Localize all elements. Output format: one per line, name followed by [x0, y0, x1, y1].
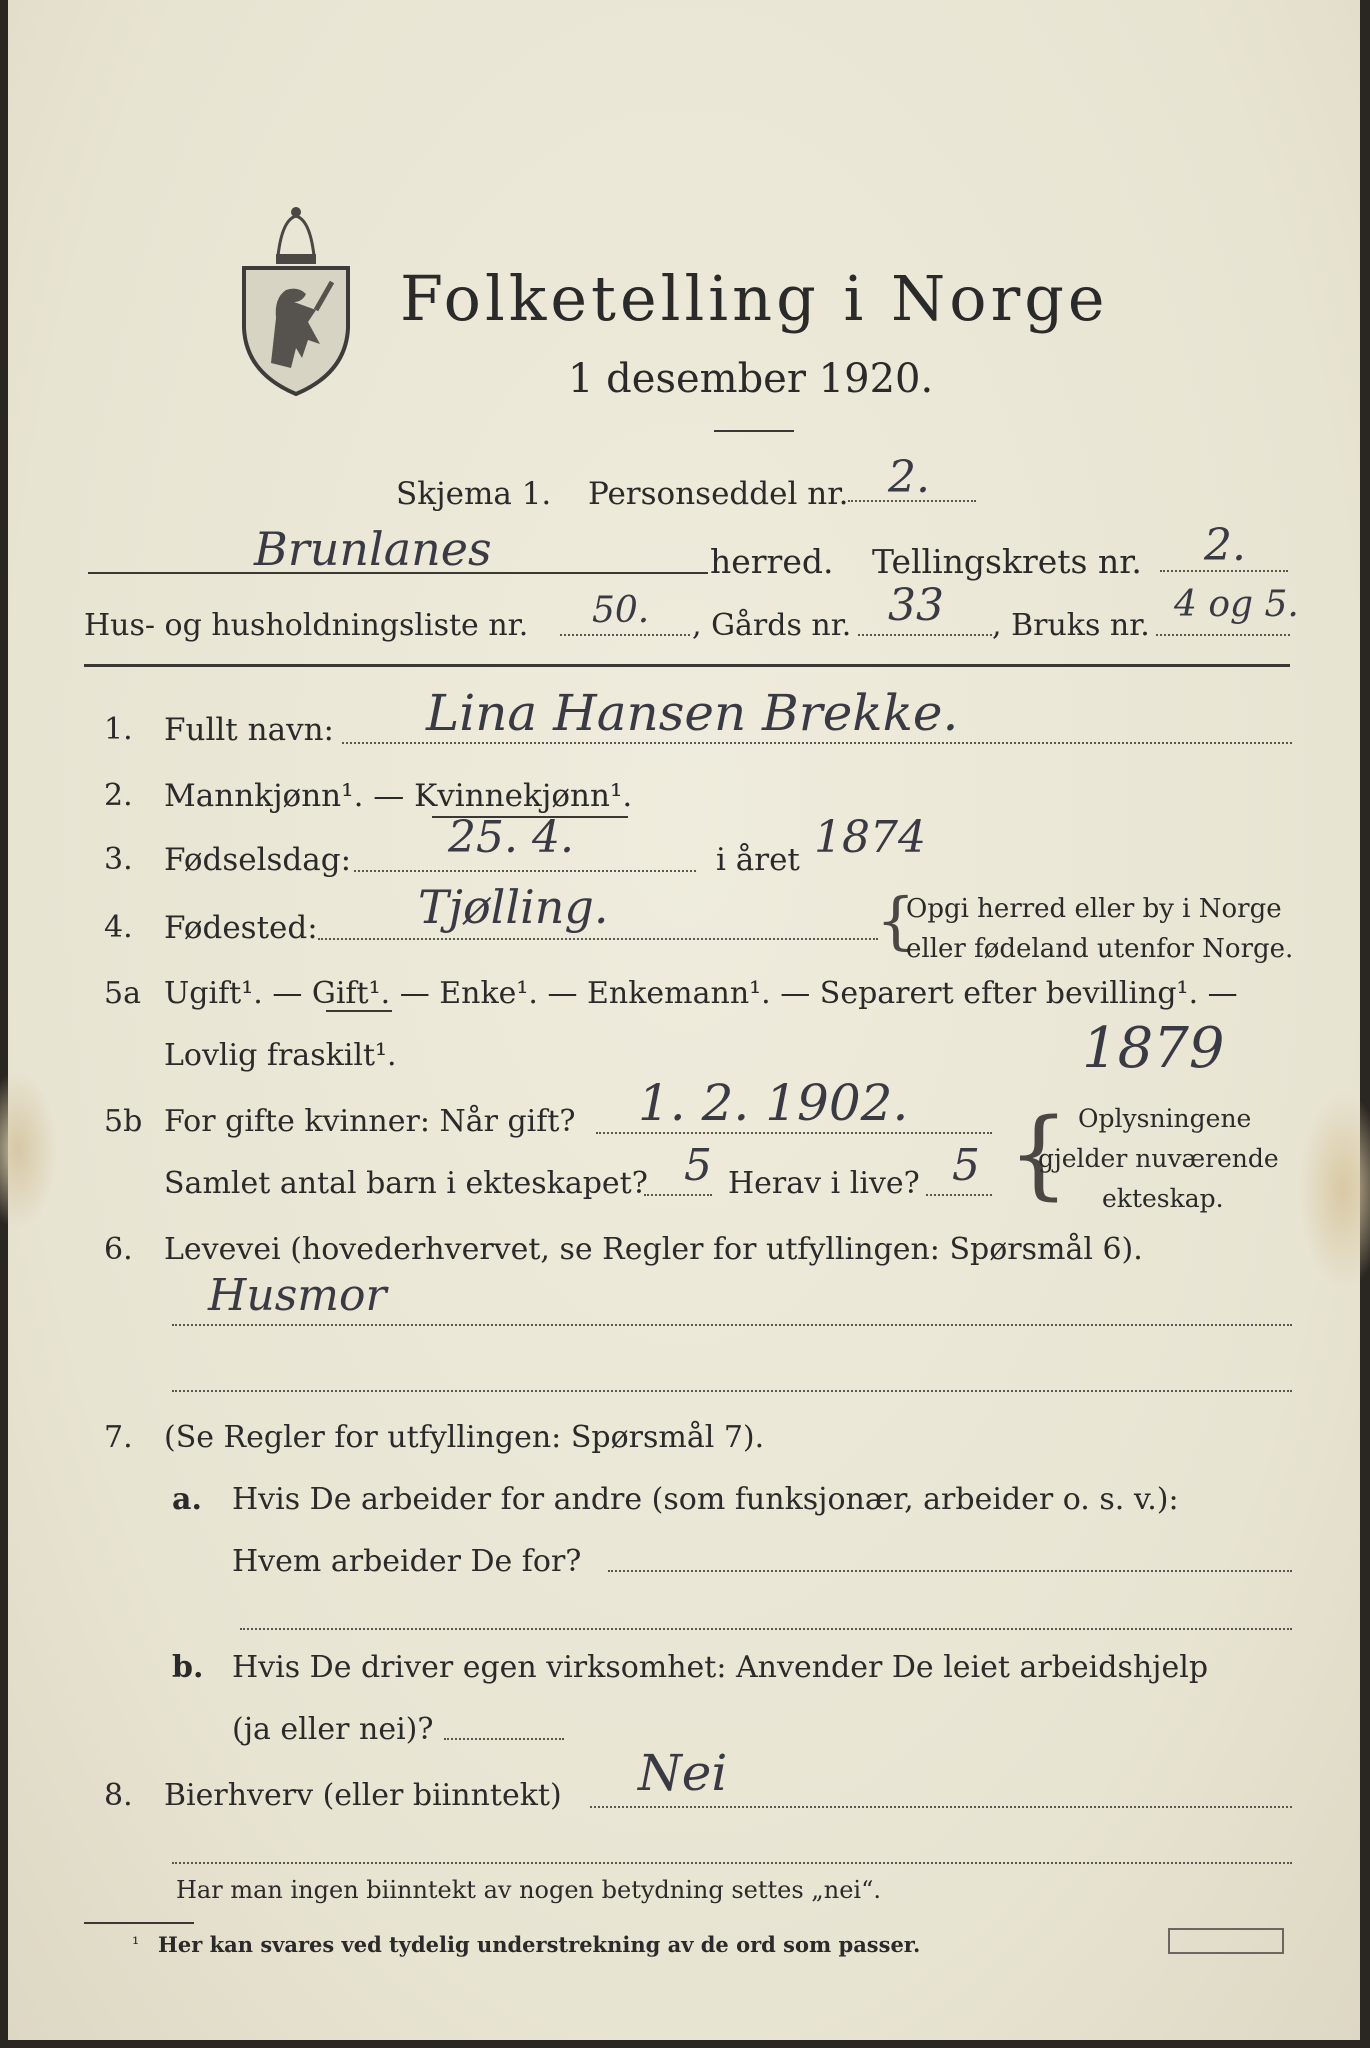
- q3-number: 3.: [104, 842, 133, 877]
- q2-number: 2.: [104, 778, 133, 813]
- q5b-label2: Samlet antal barn i ekteskapet?: [164, 1166, 648, 1201]
- q5b-line1: [596, 1132, 992, 1134]
- q6-line1: [172, 1324, 1292, 1326]
- q4-note-line2: eller fødeland utenfor Norge.: [906, 934, 1294, 964]
- q7-number: 7.: [104, 1420, 133, 1455]
- q1-value[interactable]: Lina Hansen Brekke.: [426, 684, 959, 742]
- q7a-line1: Hvis De arbeider for andre (som funksjonær, arbeider o. s. v.):: [232, 1482, 1179, 1517]
- q8-number: 8.: [104, 1778, 133, 1813]
- q5b-label1: For gifte kvinner: Når gift?: [164, 1104, 576, 1139]
- tellingskrets-label: Tellingskrets nr.: [872, 542, 1142, 581]
- form-title: Folketelling i Norge: [400, 262, 1109, 335]
- census-form-page: [8, 0, 1360, 2040]
- q5a-number: 5a: [104, 976, 141, 1011]
- q7a-line2: Hvem arbeider De for?: [232, 1544, 582, 1579]
- q4-number: 4.: [104, 910, 133, 945]
- q7b-number: b.: [172, 1650, 204, 1685]
- q4-note-line1: Opgi herred eller by i Norge: [906, 894, 1282, 924]
- q8-line-extra: [172, 1862, 1292, 1864]
- footnote-divider: [84, 1922, 194, 1924]
- q3-day-line: [354, 870, 696, 872]
- q5b-note-line1: Oplysningene: [1078, 1104, 1252, 1133]
- q5b-brace: {: [1008, 1098, 1070, 1210]
- herred-value[interactable]: Brunlanes: [254, 522, 492, 576]
- q1-line: [342, 742, 1292, 744]
- husliste-line: [560, 634, 690, 636]
- q5a-underline-gift: [326, 1010, 392, 1012]
- header-divider: [84, 664, 1290, 667]
- title-divider: [714, 430, 794, 432]
- paper-stain: [0, 1070, 58, 1230]
- personseddel-value[interactable]: 2.: [888, 452, 930, 503]
- q5b-line2: [644, 1194, 712, 1196]
- q5a-line1: Ugift¹. — Gift¹. — Enke¹. — Enkemann¹. — Separert efter bevilling¹. —: [164, 976, 1238, 1011]
- gards-value[interactable]: 33: [888, 580, 944, 631]
- q6-value[interactable]: Husmor: [208, 1270, 387, 1321]
- q5b-value1[interactable]: 1. 2. 1902.: [638, 1074, 909, 1132]
- q7a-line: [608, 1570, 1292, 1572]
- q7-label: (Se Regler for utfyllingen: Spørsmål 7).: [164, 1420, 765, 1455]
- husliste-value[interactable]: 50.: [592, 590, 650, 631]
- tellingskrets-value[interactable]: 2.: [1204, 520, 1246, 571]
- q8-line: [590, 1806, 1292, 1808]
- footer-note: Har man ingen biinntekt av nogen betydning settes „nei“.: [176, 1876, 881, 1904]
- q5b-note-line3: ekteskap.: [1102, 1184, 1224, 1213]
- q7b-line: [444, 1738, 564, 1740]
- q5b-value2[interactable]: 5: [684, 1140, 712, 1191]
- gards-label: , Gårds nr.: [692, 608, 852, 643]
- personseddel-label: Personseddel nr.: [588, 476, 849, 512]
- q4-value[interactable]: Tjølling.: [418, 880, 609, 934]
- q3-year-value[interactable]: 1874: [814, 812, 926, 863]
- q5b-extra-year[interactable]: 1879: [1082, 1016, 1225, 1081]
- q6-line2: [172, 1390, 1292, 1392]
- q5b-line3: [926, 1194, 992, 1196]
- paper-stain: [1298, 1090, 1370, 1290]
- q4-brace: {: [876, 884, 916, 957]
- footnote-text: Her kan svares ved tydelig understrekning av de ord som passer.: [158, 1932, 921, 1957]
- footnote-mark: ¹: [132, 1934, 140, 1955]
- census-date: 1 desember 1920.: [568, 356, 934, 402]
- bruks-value[interactable]: 4 og 5.: [1174, 584, 1299, 625]
- q8-value[interactable]: Nei: [638, 1744, 728, 1802]
- q6-number: 6.: [104, 1232, 133, 1267]
- husliste-label: Hus- og husholdningsliste nr.: [84, 608, 529, 643]
- gards-line: [858, 634, 992, 636]
- q5b-label3: Herav i live?: [728, 1166, 920, 1201]
- bruks-label: , Bruks nr.: [992, 608, 1150, 643]
- q2-label: Mannkjønn¹. — Kvinnekjønn¹.: [164, 778, 633, 814]
- q3-label: Fødselsdag:: [164, 842, 352, 878]
- q4-line: [318, 938, 878, 940]
- q7b-line2: (ja eller nei)?: [232, 1712, 434, 1747]
- q5b-note-line2: gjelder nuværende: [1038, 1144, 1279, 1173]
- q7b-line1: Hvis De driver egen virksomhet: Anvender De leiet arbeidshjelp: [232, 1650, 1209, 1685]
- q4-label: Fødested:: [164, 910, 318, 946]
- herred-label: herred.: [710, 542, 834, 581]
- q5a-line2: Lovlig fraskilt¹.: [164, 1038, 397, 1073]
- q1-label: Fullt navn:: [164, 712, 334, 748]
- q3-day-value[interactable]: 25. 4.: [448, 812, 574, 863]
- printer-stamp: [1168, 1928, 1284, 1954]
- q3-year-label: i året: [716, 842, 800, 878]
- q1-number: 1.: [104, 712, 133, 747]
- skjema-label: Skjema 1.: [396, 476, 552, 512]
- q5b-number: 5b: [104, 1104, 143, 1139]
- q7a-number: a.: [172, 1482, 202, 1517]
- norway-coat-of-arms-icon: [236, 198, 356, 398]
- bruks-line: [1156, 634, 1290, 636]
- q6-label: Levevei (hovederhvervet, se Regler for utfyllingen: Spørsmål 6).: [164, 1232, 1143, 1267]
- q5b-value3[interactable]: 5: [952, 1140, 980, 1191]
- q7a-line-extra: [240, 1628, 1292, 1630]
- q8-label: Bierhverv (eller biinntekt): [164, 1778, 562, 1813]
